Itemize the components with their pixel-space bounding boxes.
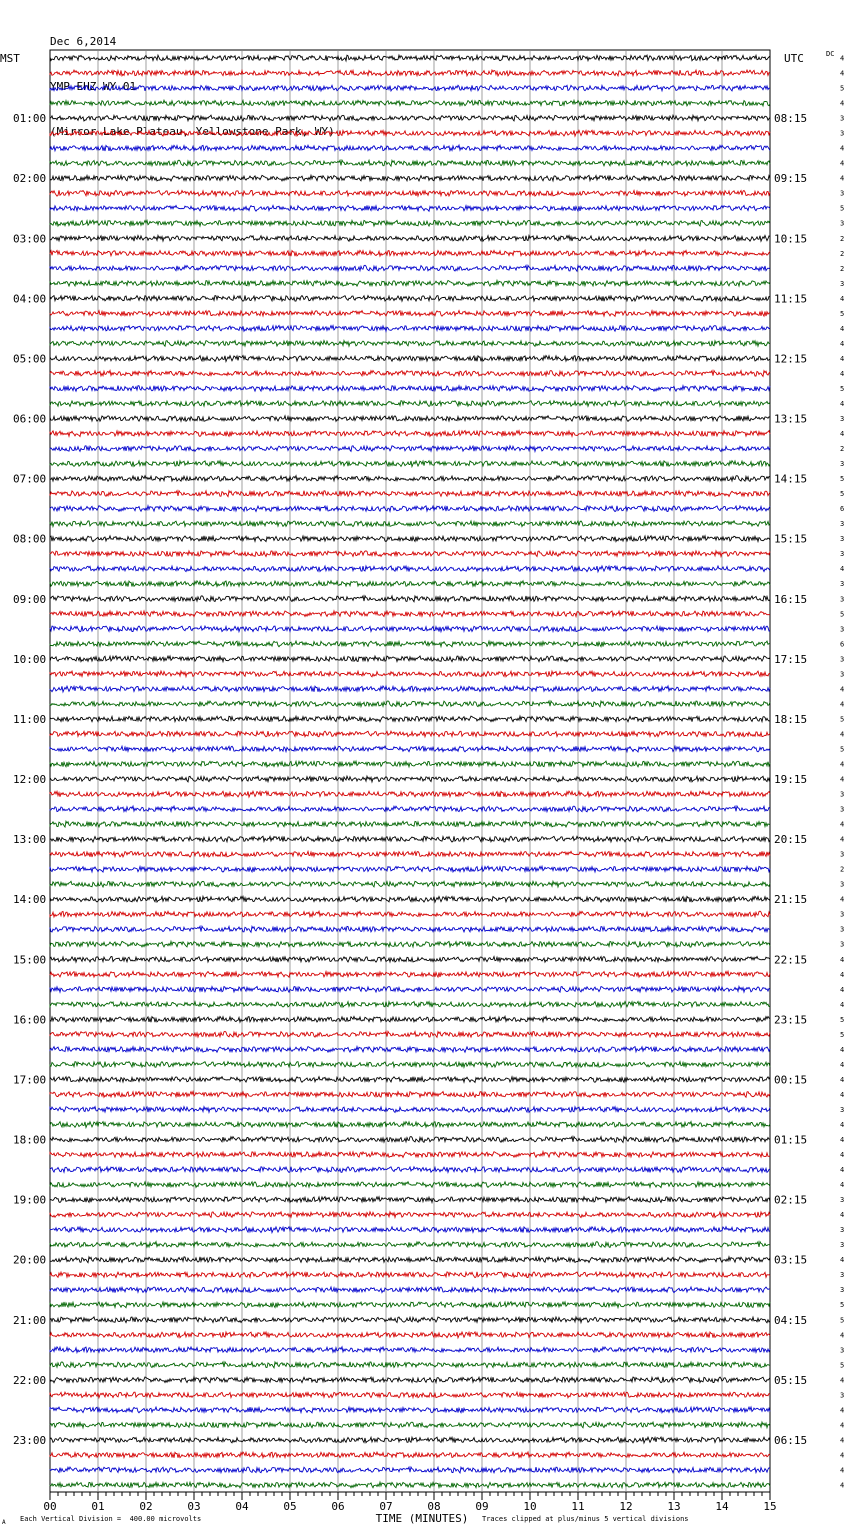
dc-offset-label: 3 bbox=[840, 880, 845, 889]
trace-row bbox=[50, 1092, 770, 1098]
dc-offset-label: 4 bbox=[840, 985, 845, 994]
trace-row bbox=[50, 821, 770, 827]
trace-row bbox=[50, 1347, 770, 1353]
trace-row bbox=[50, 416, 770, 422]
trace-row bbox=[50, 671, 770, 677]
dc-offset-label: 3 bbox=[840, 189, 845, 198]
trace-row bbox=[50, 1002, 770, 1008]
dc-offset-label: 3 bbox=[840, 460, 845, 469]
trace-row bbox=[50, 1137, 770, 1143]
dc-offset-label: 3 bbox=[840, 1271, 845, 1280]
dc-offset-label: 3 bbox=[840, 415, 845, 424]
trace-row bbox=[50, 206, 770, 212]
trace-row bbox=[50, 1392, 770, 1398]
dc-offset-label: 4 bbox=[840, 1075, 845, 1084]
trace-row bbox=[50, 911, 770, 917]
trace-row bbox=[50, 716, 770, 722]
trace-row bbox=[50, 55, 770, 61]
dc-offset-label: 4 bbox=[840, 955, 845, 964]
dc-offset-label: 4 bbox=[840, 1436, 845, 1445]
trace-row bbox=[50, 250, 770, 256]
trace-row bbox=[50, 326, 770, 332]
dc-offset-label: 3 bbox=[840, 1346, 845, 1355]
utc-hour-label: 17:15 bbox=[774, 652, 808, 666]
dc-offset-label: 5 bbox=[840, 490, 845, 499]
dc-offset-label: 5 bbox=[840, 309, 845, 318]
trace-row bbox=[50, 371, 770, 377]
trace-row bbox=[50, 1407, 770, 1413]
mst-hour-label: 22:00 bbox=[13, 1373, 47, 1387]
trace-row bbox=[50, 461, 770, 467]
trace-row bbox=[50, 536, 770, 542]
utc-hour-label: 05:15 bbox=[774, 1373, 808, 1387]
dc-offset-label: 4 bbox=[840, 354, 845, 363]
trace-row bbox=[50, 806, 770, 812]
dc-offset-label: 4 bbox=[840, 895, 845, 904]
dc-offset-label: 5 bbox=[840, 610, 845, 619]
trace-row bbox=[50, 1077, 770, 1083]
x-tick-label: 12 bbox=[619, 1500, 633, 1513]
trace-row bbox=[50, 1167, 770, 1173]
mst-hour-label: 08:00 bbox=[13, 532, 47, 546]
x-tick-label: 02 bbox=[139, 1500, 153, 1513]
dc-offset-label: 3 bbox=[840, 129, 845, 138]
dc-offset-label: 4 bbox=[840, 430, 845, 439]
clip-note: Traces clipped at plus/minus 5 vertical divisions bbox=[482, 1515, 689, 1523]
trace-row bbox=[50, 866, 770, 872]
dc-offset-label: 3 bbox=[840, 925, 845, 934]
dc-offset-label: 3 bbox=[840, 655, 845, 664]
dc-offset-label: 2 bbox=[840, 865, 845, 874]
utc-hour-label: 15:15 bbox=[774, 532, 808, 546]
trace-row bbox=[50, 1227, 770, 1233]
x-tick-label: 01 bbox=[91, 1500, 105, 1513]
utc-hour-label: 01:15 bbox=[774, 1133, 808, 1147]
dc-offset-label: 5 bbox=[840, 715, 845, 724]
dc-offset-label: 4 bbox=[840, 775, 845, 784]
utc-hour-label: 03:15 bbox=[774, 1253, 808, 1267]
dc-offset-label: 4 bbox=[840, 294, 845, 303]
trace-row bbox=[50, 1197, 770, 1203]
mst-hour-label: 21:00 bbox=[13, 1313, 47, 1327]
dc-offset-label: 4 bbox=[840, 369, 845, 378]
dc-offset-label: 4 bbox=[840, 1090, 845, 1099]
trace-row bbox=[50, 145, 770, 151]
dc-offset-label: 3 bbox=[840, 805, 845, 814]
utc-hour-label: 09:15 bbox=[774, 172, 808, 186]
trace-row bbox=[50, 1317, 770, 1323]
trace-row bbox=[50, 431, 770, 437]
mst-hour-label: 03:00 bbox=[13, 232, 47, 246]
dc-offset-label: 3 bbox=[840, 520, 845, 529]
dc-offset-label: 4 bbox=[840, 1060, 845, 1069]
trace-row bbox=[50, 1182, 770, 1188]
mst-axis-label: MST bbox=[0, 52, 20, 66]
dc-offset-label: 4 bbox=[840, 144, 845, 153]
dc-offset-label: 2 bbox=[840, 234, 845, 243]
utc-hour-label: 22:15 bbox=[774, 953, 808, 967]
trace-row bbox=[50, 1272, 770, 1278]
dc-offset-label: 4 bbox=[840, 730, 845, 739]
x-tick-label: 06 bbox=[331, 1500, 345, 1513]
dc-offset-label: 4 bbox=[840, 1151, 845, 1160]
x-tick-label: 11 bbox=[571, 1500, 585, 1513]
trace-row bbox=[50, 190, 770, 196]
x-tick-label: 00 bbox=[43, 1500, 57, 1513]
dc-offset-label: 3 bbox=[840, 670, 845, 679]
trace-row bbox=[50, 1362, 770, 1368]
mst-hour-label: 10:00 bbox=[13, 652, 47, 666]
utc-hour-label: 19:15 bbox=[774, 773, 808, 787]
dc-offset-label: 4 bbox=[840, 1120, 845, 1129]
mst-hour-label: 15:00 bbox=[13, 953, 47, 967]
dc-offset-label: 5 bbox=[840, 84, 845, 93]
x-axis-label: TIME (MINUTES) bbox=[375, 1512, 469, 1525]
dc-offset-label: 4 bbox=[840, 1211, 845, 1220]
trace-row bbox=[50, 1242, 770, 1248]
trace-row bbox=[50, 746, 770, 752]
dc-offset-label: 3 bbox=[840, 279, 845, 288]
dc-offset-label: 3 bbox=[840, 535, 845, 544]
dc-offset-label: 3 bbox=[840, 550, 845, 559]
trace-row bbox=[50, 1152, 770, 1158]
trace-row bbox=[50, 1122, 770, 1128]
dc-offset-label: 4 bbox=[840, 820, 845, 829]
dc-offset-label: 3 bbox=[840, 1286, 845, 1295]
trace-row bbox=[50, 896, 770, 902]
dc-offset-label: 3 bbox=[840, 114, 845, 123]
trace-row bbox=[50, 296, 770, 302]
trace-row bbox=[50, 731, 770, 737]
dc-offset-label: 4 bbox=[840, 685, 845, 694]
x-tick-label: 04 bbox=[235, 1500, 249, 1513]
trace-row bbox=[50, 1302, 770, 1308]
utc-hour-label: 13:15 bbox=[774, 412, 808, 426]
dc-offset-label: 4 bbox=[840, 1181, 845, 1190]
x-tick-label: 15 bbox=[763, 1500, 777, 1513]
trace-row bbox=[50, 761, 770, 767]
dc-offset-label: 5 bbox=[840, 1316, 845, 1325]
dc-offset-label: 4 bbox=[840, 54, 845, 63]
trace-row bbox=[50, 596, 770, 602]
dc-offset-label: 2 bbox=[840, 249, 845, 258]
trace-row bbox=[50, 1016, 770, 1022]
trace-row bbox=[50, 776, 770, 782]
dc-offset-label: 4 bbox=[840, 1166, 845, 1175]
mst-hour-label: 20:00 bbox=[13, 1253, 47, 1267]
dc-offset-label: 3 bbox=[840, 1226, 845, 1235]
dc-offset-label: 4 bbox=[840, 339, 845, 348]
trace-row bbox=[50, 386, 770, 392]
trace-row bbox=[50, 1047, 770, 1053]
dc-offset-label: 5 bbox=[840, 1015, 845, 1024]
mst-hour-label: 13:00 bbox=[13, 833, 47, 847]
dc-offset-label: 4 bbox=[840, 1451, 845, 1460]
trace-row bbox=[50, 311, 770, 317]
trace-row bbox=[50, 1437, 770, 1443]
dc-offset-label: 5 bbox=[840, 384, 845, 393]
dc-offset-label: 6 bbox=[840, 640, 845, 649]
dc-offset-label: 5 bbox=[840, 1301, 845, 1310]
dc-offset-label: 3 bbox=[840, 1196, 845, 1205]
dc-column-label: DC bbox=[826, 50, 835, 58]
dc-offset-label: 3 bbox=[840, 1391, 845, 1400]
trace-row bbox=[50, 1062, 770, 1068]
x-tick-label: 08 bbox=[427, 1500, 441, 1513]
mst-hour-label: 01:00 bbox=[13, 112, 47, 126]
header-station: YMP EHZ WY 01 bbox=[50, 80, 137, 93]
dc-offset-label: 3 bbox=[840, 625, 845, 634]
trace-row bbox=[50, 581, 770, 587]
dc-offset-label: 3 bbox=[840, 940, 845, 949]
trace-row bbox=[50, 1377, 770, 1383]
mst-hour-label: 09:00 bbox=[13, 592, 47, 606]
trace-row bbox=[50, 356, 770, 362]
trace-row bbox=[50, 236, 770, 242]
trace-row bbox=[50, 160, 770, 166]
x-tick-label: 07 bbox=[379, 1500, 393, 1513]
trace-row bbox=[50, 1287, 770, 1293]
dc-offset-label: 4 bbox=[840, 1481, 845, 1490]
dc-offset-label: 2 bbox=[840, 264, 845, 273]
mst-hour-label: 04:00 bbox=[13, 292, 47, 306]
trace-row bbox=[50, 1257, 770, 1263]
trace-row bbox=[50, 70, 770, 76]
dc-offset-label: 4 bbox=[840, 1466, 845, 1475]
trace-row bbox=[50, 566, 770, 572]
x-tick-label: 14 bbox=[715, 1500, 729, 1513]
trace-row bbox=[50, 521, 770, 527]
trace-row bbox=[50, 281, 770, 287]
header-location: (Mirror Lake Plateau, Yellowstone Park, WY) bbox=[50, 125, 335, 138]
mst-hour-label: 14:00 bbox=[13, 893, 47, 907]
trace-row bbox=[50, 1482, 770, 1488]
dc-offset-label: 5 bbox=[840, 745, 845, 754]
trace-row bbox=[50, 926, 770, 932]
dc-offset-label: 6 bbox=[840, 505, 845, 514]
trace-row bbox=[50, 491, 770, 497]
dc-offset-label: 3 bbox=[840, 595, 845, 604]
dc-offset-label: 5 bbox=[840, 204, 845, 213]
dc-offset-label: 4 bbox=[840, 1331, 845, 1340]
trace-row bbox=[50, 957, 770, 963]
trace-row bbox=[50, 971, 770, 977]
dc-offset-label: 3 bbox=[840, 1241, 845, 1250]
x-tick-label: 05 bbox=[283, 1500, 297, 1513]
dc-offset-label: 4 bbox=[840, 69, 845, 78]
dc-offset-label: 4 bbox=[840, 1406, 845, 1415]
dc-offset-label: 4 bbox=[840, 760, 845, 769]
trace-row bbox=[50, 551, 770, 557]
dc-offset-label: 5 bbox=[840, 475, 845, 484]
dc-offset-label: 4 bbox=[840, 1421, 845, 1430]
utc-hour-label: 00:15 bbox=[774, 1073, 808, 1087]
dc-offset-label: 4 bbox=[840, 324, 845, 333]
trace-row bbox=[50, 626, 770, 632]
trace-row bbox=[50, 686, 770, 692]
mst-hour-label: 16:00 bbox=[13, 1013, 47, 1027]
vertical-division-note: Each Vertical Division = 400.00 microvolts bbox=[20, 1515, 202, 1523]
mst-hour-label: 18:00 bbox=[13, 1133, 47, 1147]
trace-row bbox=[50, 115, 770, 121]
utc-hour-label: 12:15 bbox=[774, 352, 808, 366]
trace-row bbox=[50, 656, 770, 662]
trace-row bbox=[50, 220, 770, 226]
dc-offset-label: 4 bbox=[840, 970, 845, 979]
utc-hour-label: 16:15 bbox=[774, 592, 808, 606]
utc-hour-label: 11:15 bbox=[774, 292, 808, 306]
utc-axis-label: UTC bbox=[784, 52, 804, 66]
mst-hour-label: 02:00 bbox=[13, 172, 47, 186]
dc-offset-label: 3 bbox=[840, 1105, 845, 1114]
utc-hour-label: 18:15 bbox=[774, 712, 808, 726]
trace-row bbox=[50, 85, 770, 91]
mst-hour-label: 17:00 bbox=[13, 1073, 47, 1087]
trace-row bbox=[50, 100, 770, 106]
dc-offset-label: 3 bbox=[840, 850, 845, 859]
utc-hour-label: 20:15 bbox=[774, 833, 808, 847]
dc-offset-label: 4 bbox=[840, 835, 845, 844]
x-tick-label: 09 bbox=[475, 1500, 489, 1513]
dc-offset-label: 4 bbox=[840, 399, 845, 408]
trace-row bbox=[50, 1452, 770, 1458]
dc-offset-label: 3 bbox=[840, 219, 845, 228]
dc-offset-label: 2 bbox=[840, 445, 845, 454]
trace-row bbox=[50, 1212, 770, 1218]
trace-row bbox=[50, 701, 770, 707]
dc-offset-label: 3 bbox=[840, 910, 845, 919]
utc-hour-label: 02:15 bbox=[774, 1193, 808, 1207]
dc-offset-label: 4 bbox=[840, 1136, 845, 1145]
trace-row bbox=[50, 175, 770, 181]
dc-offset-label: 4 bbox=[840, 99, 845, 108]
trace-row bbox=[50, 836, 770, 842]
utc-hour-label: 10:15 bbox=[774, 232, 808, 246]
trace-row bbox=[50, 1422, 770, 1428]
mst-hour-label: 12:00 bbox=[13, 773, 47, 787]
trace-row bbox=[50, 881, 770, 887]
utc-hour-label: 21:15 bbox=[774, 893, 808, 907]
trace-row bbox=[50, 1031, 770, 1037]
mst-hour-label: 06:00 bbox=[13, 412, 47, 426]
trace-row bbox=[50, 851, 770, 857]
trace-row bbox=[50, 265, 770, 271]
utc-hour-label: 04:15 bbox=[774, 1313, 808, 1327]
dc-offset-label: 4 bbox=[840, 159, 845, 168]
mst-hour-label: 05:00 bbox=[13, 352, 47, 366]
dc-offset-label: 4 bbox=[840, 700, 845, 709]
dc-offset-label: 4 bbox=[840, 1000, 845, 1009]
dc-offset-label: 3 bbox=[840, 580, 845, 589]
dc-offset-label: 4 bbox=[840, 565, 845, 574]
header-date: Dec 6,2014 bbox=[50, 35, 117, 48]
x-tick-label: 13 bbox=[667, 1500, 681, 1513]
utc-hour-label: 23:15 bbox=[774, 1013, 808, 1027]
trace-row bbox=[50, 341, 770, 347]
mst-hour-label: 23:00 bbox=[13, 1433, 47, 1447]
trace-row bbox=[50, 641, 770, 647]
trace-row bbox=[50, 987, 770, 993]
trace-row bbox=[50, 506, 770, 512]
trace-row bbox=[50, 1467, 770, 1473]
utc-hour-label: 14:15 bbox=[774, 472, 808, 486]
dc-offset-label: 5 bbox=[840, 1030, 845, 1039]
x-tick-label: 10 bbox=[523, 1500, 537, 1513]
dc-offset-label: 4 bbox=[840, 1256, 845, 1265]
utc-hour-label: 06:15 bbox=[774, 1433, 808, 1447]
trace-row bbox=[50, 401, 770, 407]
dc-offset-label: 5 bbox=[840, 1361, 845, 1370]
mst-hour-label: 07:00 bbox=[13, 472, 47, 486]
trace-row bbox=[50, 611, 770, 617]
mst-hour-label: 19:00 bbox=[13, 1193, 47, 1207]
x-tick-label: 03 bbox=[187, 1500, 201, 1513]
dc-offset-label: 3 bbox=[840, 790, 845, 799]
trace-row bbox=[50, 130, 770, 136]
trace-row bbox=[50, 1107, 770, 1113]
dc-offset-label: 4 bbox=[840, 1376, 845, 1385]
utc-hour-label: 08:15 bbox=[774, 112, 808, 126]
trace-row bbox=[50, 941, 770, 947]
trace-row bbox=[50, 476, 770, 482]
trace-row bbox=[50, 1332, 770, 1338]
mst-hour-label: 11:00 bbox=[13, 712, 47, 726]
dc-offset-label: 4 bbox=[840, 174, 845, 183]
trace-row bbox=[50, 791, 770, 797]
dc-offset-label: 4 bbox=[840, 1045, 845, 1054]
trace-row bbox=[50, 446, 770, 452]
corner-mark: A bbox=[2, 1519, 6, 1526]
